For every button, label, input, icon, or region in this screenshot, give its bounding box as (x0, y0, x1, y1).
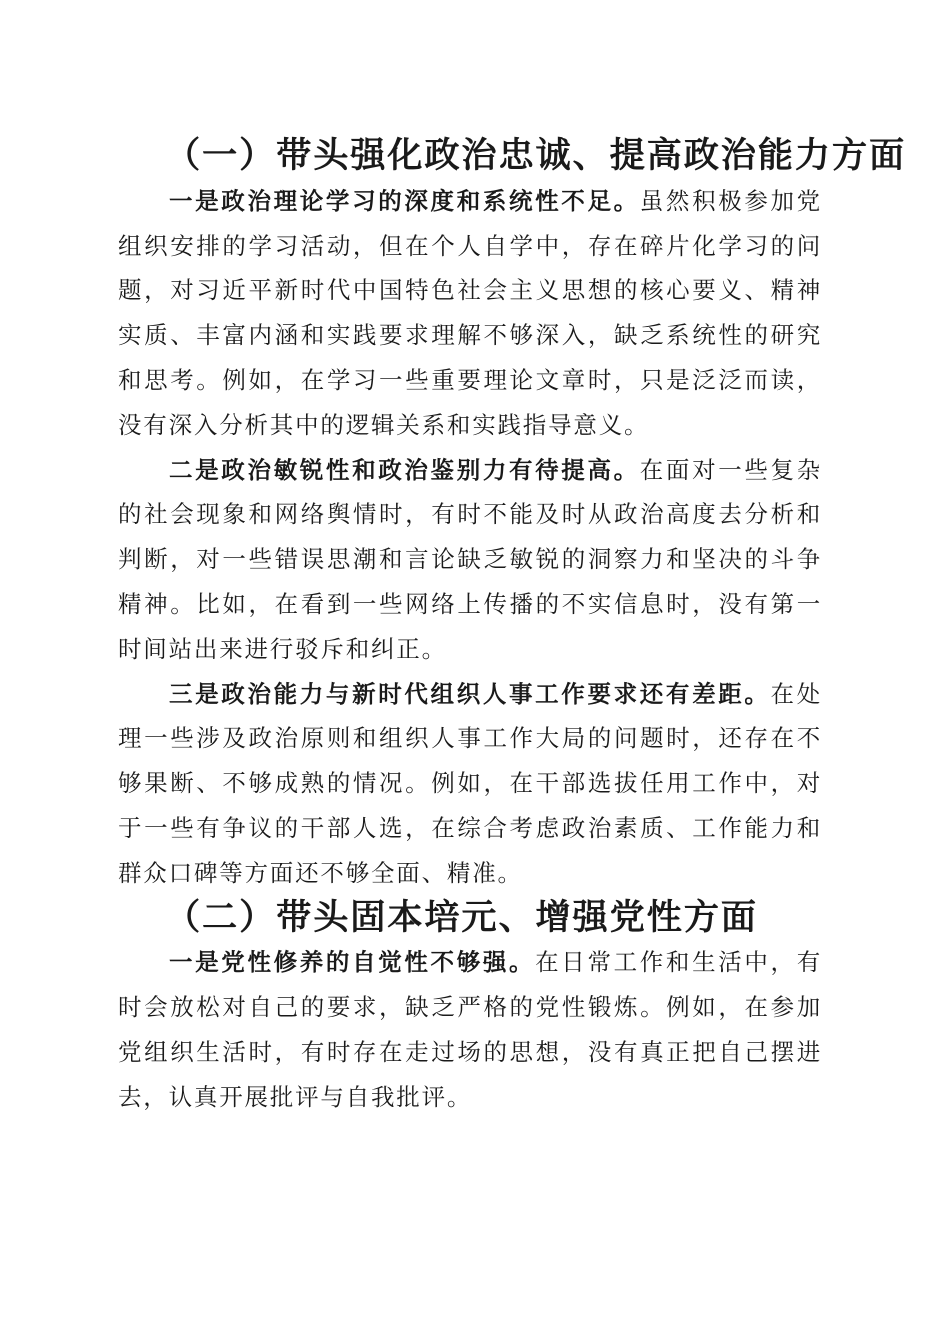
paragraph-body: 虽然积极参加党组织安排的学习活动，但在个人自学中，存在碎片化学习的问题，对习近平新时代中国特色社会主义思想的核心要义、精神实质、丰富内涵和实践要求理解不够深入，缺乏系统性的研究和思考。例如，在学习一些重要理论文章时，只是泛泛而读，没有深入分析其中的逻辑关系和实践指导意义。 (118, 186, 822, 439)
section-heading-1: （一）带头强化政治忠诚、提高政治能力方面 (165, 135, 906, 176)
paragraph-body: 在处理一些涉及政治原则和组织人事工作大局的问题时，还存在不够果断、不够成熟的情况。例如，在干部选拔任用工作中，对于一些有争议的干部人选，在综合考虑政治素质、工作能力和群众口碑等方面还不够全面、精准。 (118, 679, 822, 887)
paragraph-lead: 一是政治理论学习的深度和系统性不足。 (169, 186, 640, 215)
paragraph-3 (118, 672, 822, 896)
paragraph-4 (118, 940, 822, 1119)
paragraph-1 (118, 179, 822, 448)
paragraph-lead: 一是党性修养的自觉性不够强。 (169, 948, 536, 977)
paragraph-lead: 二是政治敏锐性和政治鉴别力有待提高。 (169, 455, 640, 484)
paragraph-body: 在面对一些复杂的社会现象和网络舆情时，有时不能及时从政治高度去分析和判断，对一些错误思潮和言论缺乏敏锐的洞察力和坚决的斗争精神。比如，在看到一些网络上传播的不实信息时，没有第一时间站出来进行驳斥和纠正。 (118, 455, 822, 663)
paragraph-2 (118, 448, 822, 672)
paragraph-body: 在日常工作和生活中，有时会放松对自己的要求，缺乏严格的党性锻炼。例如，在参加党组织生活时，有时存在走过场的思想，没有真正把自己摆进去，认真开展批评与自我批评。 (118, 948, 822, 1111)
paragraph-lead: 三是政治能力与新时代组织人事工作要求还有差距。 (169, 679, 771, 708)
section-heading-2: （二）带头固本培元、增强党性方面 (165, 896, 758, 938)
document-body (118, 134, 906, 1120)
